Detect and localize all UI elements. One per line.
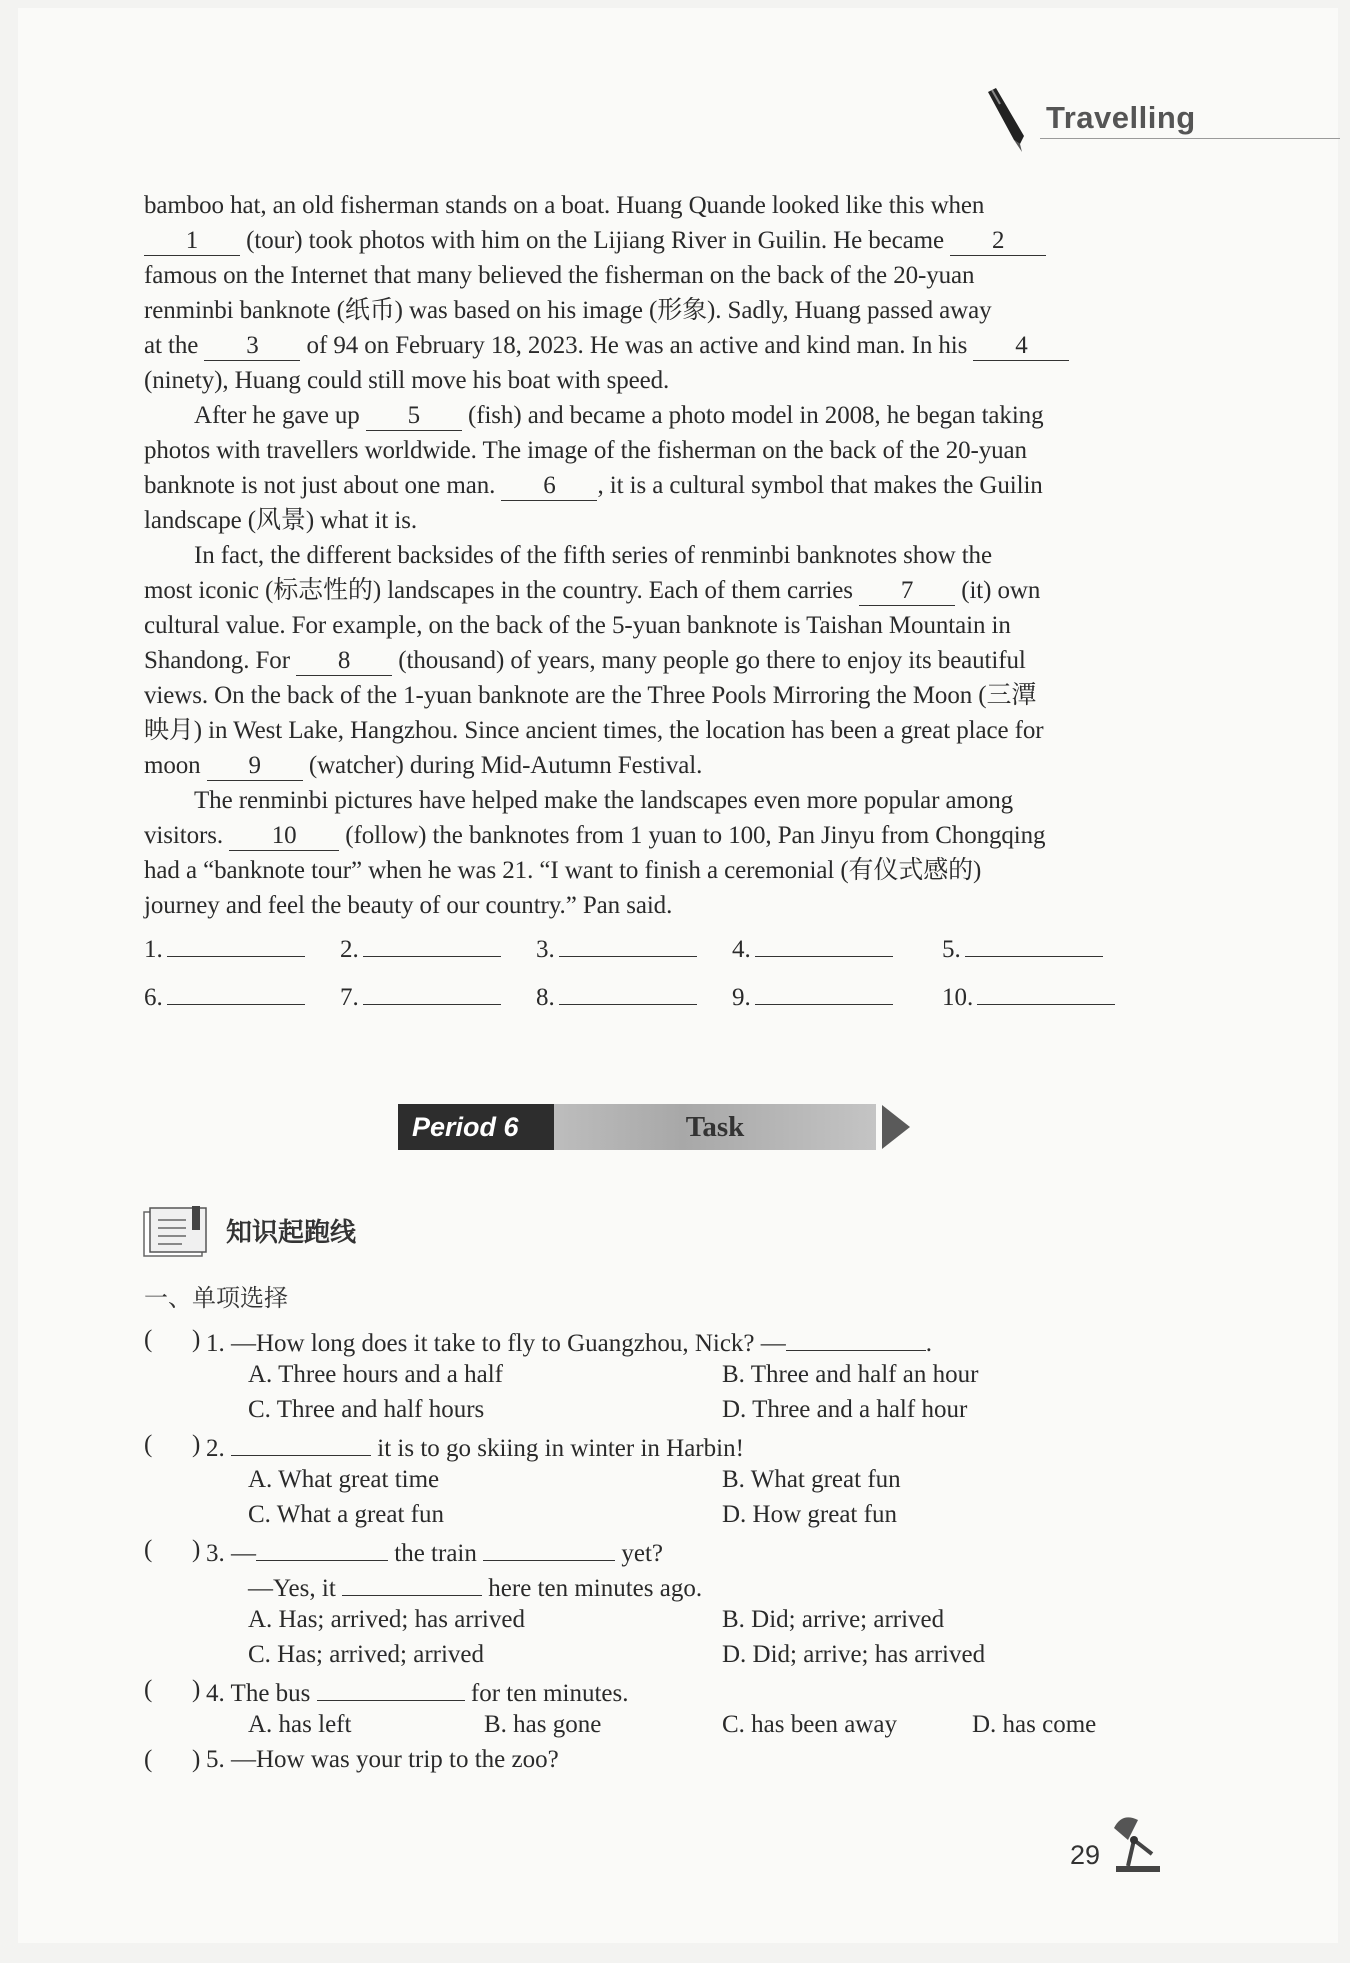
option-b[interactable]: B. What great fun [722,1466,901,1493]
blank-2[interactable]: 2 [950,227,1046,256]
answer-blank[interactable] [786,1322,926,1351]
book-icon [142,1204,214,1260]
period-banner [398,1104,928,1154]
blank-3[interactable]: 3 [204,332,300,361]
passage-line: photos with travellers worldwide. The image of the fisherman on the back of the 20-yuan [144,437,1027,464]
blank-4[interactable]: 4 [973,332,1069,361]
arrow-icon [882,1105,910,1149]
desk-lamp-icon [1108,1810,1168,1874]
option-c[interactable]: C. Has; arrived; arrived [248,1641,485,1668]
section-heading [142,1204,357,1264]
answer-blank[interactable] [342,1567,482,1596]
option-d[interactable]: D. How great fun [722,1501,897,1528]
option-b[interactable]: B. Three and half an hour [722,1361,979,1388]
option-a[interactable]: A. What great time [248,1466,440,1493]
answer-slot[interactable]: 3. [536,926,697,964]
answer-slot[interactable]: 10. [942,974,1115,1012]
answer-blank[interactable] [317,1672,465,1701]
question-4: ( ) 4. The bus for ten minutes. [144,1672,1044,1707]
section-title: 知识起跑线 [226,1218,357,1248]
answer-blank[interactable] [256,1532,388,1561]
option-c[interactable]: C. Three and half hours [248,1396,485,1423]
passage-line: 映月) in West Lake, Hangzhou. Since ancient times, the location has been a great place for [144,717,1044,744]
period-label: Period 6 [398,1104,554,1150]
pen-icon [978,86,1038,156]
blank-7[interactable]: 7 [859,577,955,606]
passage-line: (ninety), Huang could still move his boat with speed. [144,367,670,394]
passage-line: After he gave up 5 (fish) and became a photo model in 2008, he began taking [194,402,1044,429]
answer-slot[interactable]: 1. [144,926,305,964]
answer-row [144,926,1144,966]
option-b[interactable]: B. Did; arrive; arrived [722,1606,945,1633]
passage-line: cultural value. For example, on the back of the 5-yuan banknote is Taishan Mountain in [144,612,1011,639]
question-1: ( ) 1. —How long does it take to fly to Guangzhou, Nick? — . [144,1322,1044,1357]
option-d[interactable]: D. has come [972,1711,1097,1738]
answer-blank[interactable] [231,1427,371,1456]
passage-line: views. On the back of the 1-yuan banknote are the Three Pools Mirroring the Moon (三潭 [144,682,1037,709]
passage-line: at the 3 of 94 on February 18, 2023. He was an active and kind man. In his 4 [144,328,1184,363]
answer-slot[interactable]: 6. [144,974,305,1012]
option-a[interactable]: A. has left [248,1711,352,1738]
question-5: ( ) 5. —How was your trip to the zoo? [144,1746,559,1773]
answer-slot[interactable]: 9. [732,974,893,1012]
option-c[interactable]: C. has been away [722,1711,897,1738]
cloze-passage [144,188,1184,923]
answer-slot[interactable]: 2. [340,926,501,964]
blank-9[interactable]: 9 [207,752,303,781]
question-3: ( ) 3. — the train yet? [144,1532,1044,1567]
passage-line: 1 (tour) took photos with him on the Lijiang River in Guilin. He became 2 [144,223,1184,258]
option-a[interactable]: A. Has; arrived; has arrived [248,1606,525,1633]
passage-line: bamboo hat, an old fisherman stands on a boat. Huang Quande looked like this when [144,192,985,219]
answer-slot[interactable]: 4. [732,926,893,964]
passage-line: famous on the Internet that many believed the fisherman on the back of the 20-yuan [144,262,975,289]
passage-line: banknote is not just about one man. 6 , it is a cultural symbol that makes the Guilin [144,472,1043,499]
option-a[interactable]: A. Three hours and a half [248,1361,504,1388]
period-name: Task [554,1104,876,1150]
passage-line: visitors. 10 (follow) the banknotes from 1 yuan to 100, Pan Jinyu from Chongqing [144,822,1046,849]
question-3-reply: —Yes, it here ten minutes ago. [248,1567,702,1602]
option-c[interactable]: C. What a great fun [248,1501,444,1528]
unit-header [978,86,1348,156]
blank-5[interactable]: 5 [366,402,462,431]
passage-line: renminbi banknote (纸币) was based on his image (形象). Sadly, Huang passed away [144,297,992,324]
blank-6[interactable]: 6 [501,472,597,501]
page-number: 29 [1070,1840,1101,1870]
passage-line: most iconic (标志性的) landscapes in the country. Each of them carries 7 (it) own [144,577,1041,604]
answer-row [144,974,1144,1014]
option-b[interactable]: B. has gone [484,1711,602,1738]
unit-title: Travelling [1046,100,1196,135]
part-title: 一、单项选择 [144,1284,288,1312]
answer-slot[interactable]: 5. [942,926,1103,964]
option-d[interactable]: D. Did; arrive; has arrived [722,1641,986,1668]
blank-8[interactable]: 8 [296,647,392,676]
option-d[interactable]: D. Three and a half hour [722,1396,968,1423]
passage-line: landscape (风景) what it is. [144,507,418,534]
passage-line: journey and feel the beauty of our country.” Pan said. [144,892,673,919]
answer-blank[interactable] [483,1532,615,1561]
workbook-page [18,8,1338,1943]
header-rule [1040,138,1340,139]
blank-1[interactable]: 1 [144,227,240,256]
passage-line: In fact, the different backsides of the fifth series of renminbi banknotes show the [194,542,992,569]
passage-line: Shandong. For 8 (thousand) of years, many people go there to enjoy its beautiful [144,647,1026,674]
passage-line: moon 9 (watcher) during Mid-Autumn Festival. [144,752,703,779]
answer-slot[interactable]: 8. [536,974,697,1012]
blank-10[interactable]: 10 [229,822,339,851]
question-2: ( ) 2. it is to go skiing in winter in Harbin! [144,1427,1044,1462]
passage-line: The renminbi pictures have helped make the landscapes even more popular among [194,787,1014,814]
answer-slot[interactable]: 7. [340,974,501,1012]
passage-line: had a “banknote tour” when he was 21. “I want to finish a ceremonial (有仪式感的) [144,857,982,884]
